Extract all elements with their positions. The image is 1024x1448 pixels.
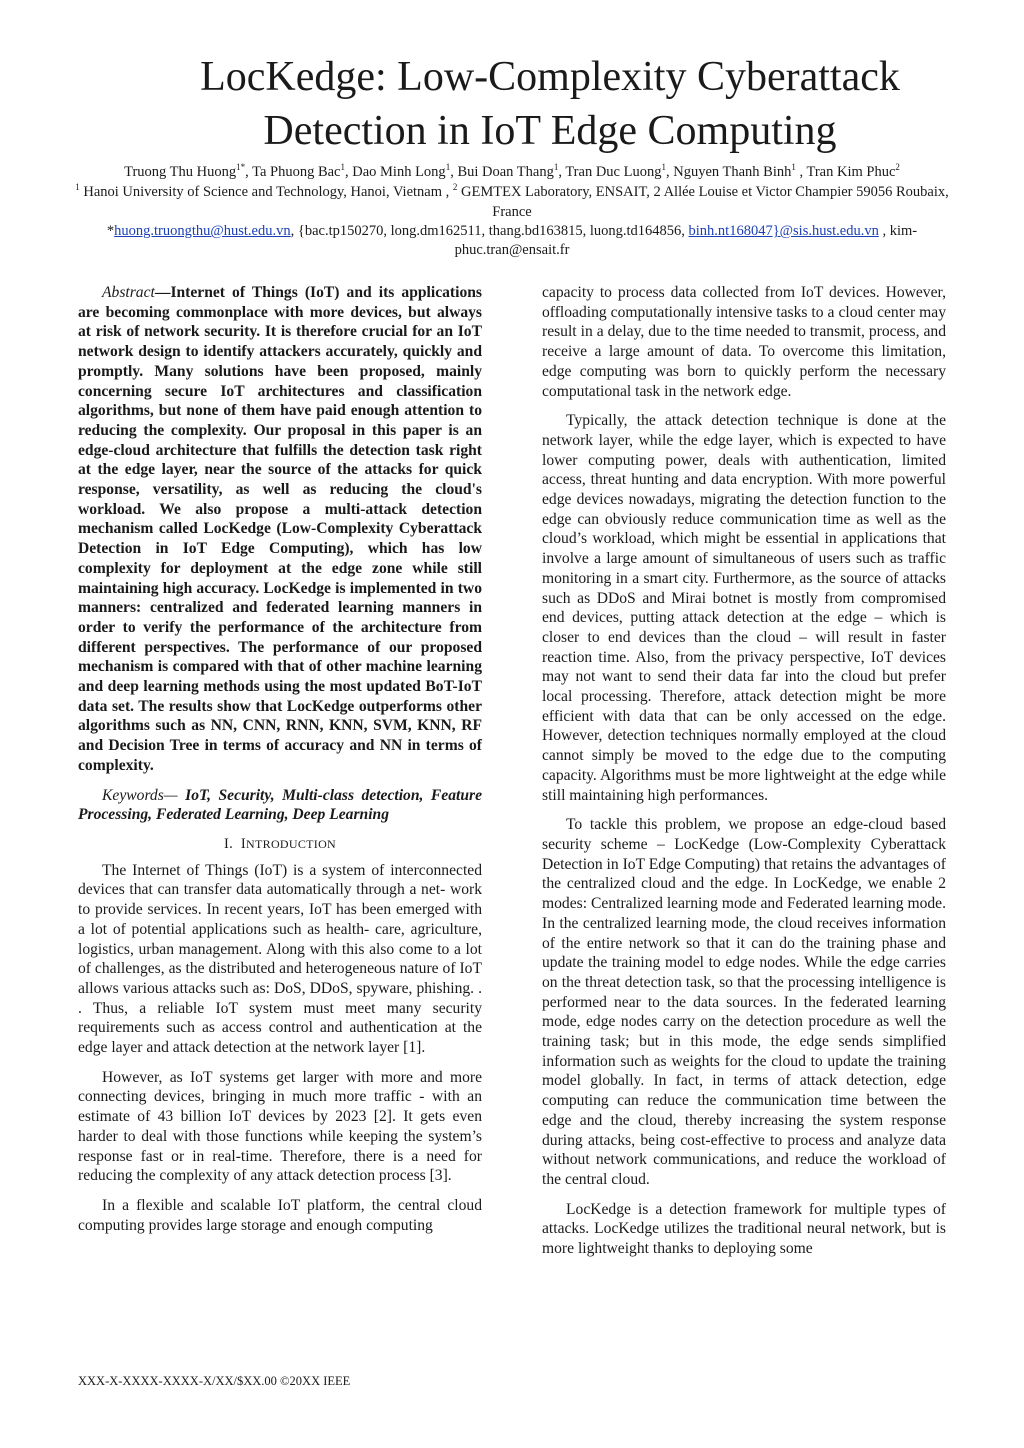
- email-link-binh[interactable]: binh.nt168047}@sis.hust.edu.vn: [688, 223, 879, 239]
- abstract-text: Internet of Things (IoT) and its applications are becoming commonplace with more devices, but always at risk of network security. It is therefore crucial for an IoT network design to identify attackers accurately, quickly and promptly. Many solutions have been proposed, mainly concerning secure IoT architectures and classification algorithms, but none of them have paid enough attention to reducing the complexity. Our proposal in this paper is an edge-cloud architecture that fulfills the detection task right at the edge layer, near the source of the attacks for quick response, versatility, as well as reducing the cloud's workload. We also propose a multi-attack detection mechanism called LocKedge (Low-Complexity Cyberattack Detection in IoT Edge Computing), which has low complexity for deployment at the edge zone while still maintaining high accuracy. LocKedge is implemented in two manners: centralized and federated learning manners in order to verify the performance of the architecture from different perspectives. The performance of our proposed mechanism is compared with that of other machine learning and deep learning methods using the most updated BoT-IoT data set. The results show that LocKedge outperforms other algorithms such as NN, CNN, RNN, KNN, SVM, KNN, RF and Decision Tree in terms of accuracy and NN in terms of complexity.: [78, 284, 482, 774]
- abstract: [78, 283, 482, 776]
- body-paragraph: Typically, the attack detection technique is done at the network layer, while the edge layer, which is expected to have lower computing power, deals with authentication, limited access, threat hunting and data encryption. With more powerful edge devices nowadays, migrating the detection function to the edge can obviously reduce communication time as well as the cloud’s workload, which might be essential in applications that involve a large amount of simultaneous of users such as traffic monitoring in a smart city. Furthermore, as the source of attacks such as DDoS and Mirai botnet is mostly from compromised end devices, putting attack detection at the edge – which is closer to end devices than the cloud – will result in faster reaction time. Also, from the privacy perspective, IoT devices may not want to send their data far into the cloud but prefer local processing. Therefore, attack detection might be more efficient with data that can be only accessed on the edge. However, detection techniques normally employed at the cloud cannot simply be moved to the edge due to the computing capacity. Algorithms must be more lightweight at the edge while still maintaining high performances.: [542, 412, 946, 804]
- author-name: Tran Duc Luong: [565, 164, 662, 180]
- abstract-label: Abstract: [102, 284, 155, 301]
- section-number: I.: [223, 835, 234, 852]
- left-column: [78, 283, 482, 1245]
- title-line-1: LocKedge: Low-Complexity Cyberattack: [200, 54, 900, 100]
- title-line-2: Detection in IoT Edge Computing: [263, 108, 837, 154]
- email-star: *: [106, 223, 115, 239]
- author-sup: 1: [445, 162, 451, 173]
- author-sup: 1: [791, 162, 796, 173]
- email-block: [70, 222, 954, 260]
- affiliation-1: Hanoi University of Science and Technology, Hanoi, Vietnam ,: [83, 184, 450, 200]
- body-paragraph-continued: capacity to process data collected from IoT devices. However, offloading computationally intensive tasks to a cloud center may result in a delay, due to the time needed to transmit, process, and receive a large amount of data. To overcome this limitation, edge computing was born to quickly perform the necessary computational task in the network edge.: [542, 284, 946, 400]
- email-link-huong[interactable]: huong.truongthu@hust.edu.vn: [114, 223, 291, 239]
- right-column: [542, 283, 946, 1269]
- author-sup: 1*: [236, 162, 246, 173]
- author-name: Ta Phuong Bac: [252, 164, 341, 180]
- email-tail: , kim-phuc.tran@ensait.fr: [454, 223, 918, 258]
- author-name: Truong Thu Huong: [124, 164, 237, 180]
- author-sup: 1: [553, 162, 559, 173]
- author-sup: 2: [895, 162, 900, 173]
- author-name: Nguyen Thanh Binh: [673, 164, 792, 180]
- keywords: [78, 786, 482, 825]
- author-sup: 1: [340, 162, 345, 173]
- body-paragraph: In a flexible and scalable IoT platform, the central cloud computing provides large storage and enough computing: [78, 1196, 482, 1234]
- affiliation-mark: 2: [452, 182, 458, 193]
- keywords-text: IoT, Security, Multi-class detection, Feature Processing, Federated Learning, Deep Learning: [78, 786, 482, 824]
- paper-title: [40, 50, 1024, 158]
- body-paragraph: However, as IoT systems get larger with more and more connecting devices, bringing in much more traffic - with an estimate of 43 billion IoT devices by 2023 [2]. It gets even harder to deal with those functions while keeping the system’s response fast or in real-time. Therefore, there is a need for reducing the complexity of any attack detection process [3].: [78, 1068, 482, 1185]
- section-title-rest: NTRODUCTION: [246, 836, 337, 851]
- affiliation-mark: 1: [75, 182, 80, 193]
- copyright-footer: XXX-X-XXXX-XXXX-X/XX/$XX.00 ©20XX IEEE: [78, 1374, 351, 1388]
- author-name: Bui Doan Thang: [457, 164, 554, 180]
- author-name: Dao Minh Long: [352, 164, 446, 180]
- author-sup: 1: [661, 162, 666, 173]
- body-paragraph: The Internet of Things (IoT) is a system of interconnected devices that can transfer data automatically through a net- work to provide services. In recent years, IoT has been emerged with a lot of potential applications such as health- care, agriculture, logistics, urban management. Along with this also come to a lot of challenges, as the distributed and heterogeneous nature of IoT allows various attacks such as: DoS, DDoS, spyware, phishing. . . Thus, a reliable IoT system must meet many security requirements such as access control and authentication at the edge layer and attack detection at the network layer [1].: [78, 861, 482, 1057]
- affiliation-2: GEMTEX Laboratory, ENSAIT, 2 Allée Louise et Victor Champier 59056 Roubaix, France: [461, 184, 949, 220]
- abstract-dash: —: [154, 284, 171, 301]
- section-first-letter: I: [240, 835, 247, 852]
- body-paragraph: LocKedge is a detection framework for multiple types of attacks. LocKedge utilizes the traditional neural network, but is more lightweight thanks to deploying some: [542, 1200, 946, 1258]
- email-list: , {bac.tp150270, long.dm162511, thang.bd163815, luong.td164856,: [290, 223, 685, 239]
- author-name: Tran Kim Phuc: [806, 164, 896, 180]
- body-paragraph: To tackle this problem, we propose an edge-cloud based security scheme – LocKedge (Low-Complexity Cyberattack Detection in IoT Edge Computing) that retains the advantages of the centralized cloud and the edge. In LocKedge, we enable 2 modes: Centralized learning mode and Federated learning mode. In the centralized learning mode, the cloud receives information of the entire network so that it can do the training phase and update the training model to edge nodes. While the edge carries on the threat detection task, so that the processing intelligence is performed near to the data sources. In the federated learning mode, edge nodes carry on the detection procedure as well the training task; but in this mode, the edge sends simplified information such as weights for the cloud to update the training model globally. In fact, in terms of attack detection, edge computing can reduce the communication time between the edge and the cloud, thereby increasing the system response during attacks, being cost-effective to process and analyze data without network communications, and reduce the workload of the central cloud.: [542, 816, 946, 1188]
- author-block: Truong Thu Huong$^{1*}$, Ta Phuong Bac$^1$, Dao Minh Long$^1$, Bui Doan Thang$^1$, Tran Duc Luong$^1$, Nguyen Thanh Binh$^1$ , Tran Kim Phuc$^2$ $^1$ Hanoi University of Science and Technology, Hanoi, Vietnam , $^2$ GEMTEX Laboratory, ENSAIT, 2 Allée Louise et Victor Champier 59056 Roubaix, France: [75, 162, 949, 220]
- keywords-label: Keywords—: [102, 786, 178, 804]
- section-heading-introduction: [78, 835, 482, 855]
